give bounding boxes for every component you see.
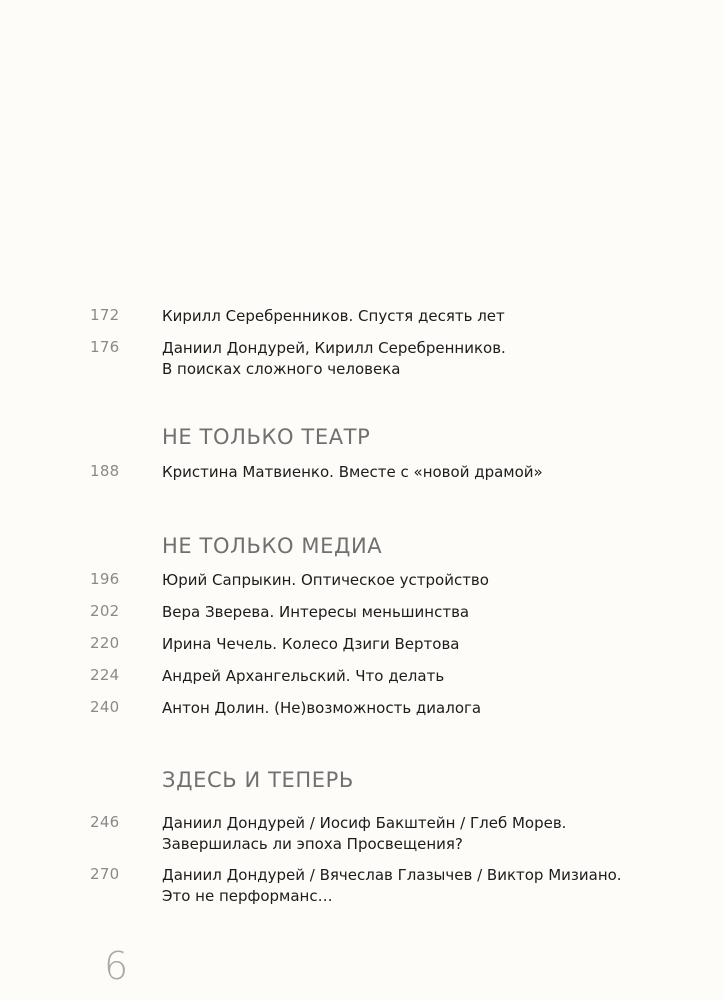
entry-title-line: Вера Зверева. Интересы меньшинства — [162, 603, 470, 621]
entry-title-line: Это не перформанс… — [162, 887, 333, 905]
entry-page-number: 188 — [90, 462, 120, 480]
entry-title-line: Антон Долин. (Не)возможность диалога — [162, 699, 482, 717]
entry-title — [162, 698, 682, 719]
entry-page-number: 220 — [90, 634, 120, 652]
entry-page-number: 270 — [90, 865, 120, 883]
entry-title-line: В поисках сложного человека — [162, 360, 401, 378]
entry-title — [162, 306, 682, 327]
entry-title — [162, 602, 682, 623]
page-number: 6 — [104, 944, 129, 988]
entry-page-number: 224 — [90, 666, 120, 684]
entry-title — [162, 634, 682, 655]
entry-page-number: 202 — [90, 602, 120, 620]
section-heading: ЗДЕСЬ И ТЕПЕРЬ — [162, 768, 354, 792]
entry-page-number: 176 — [90, 338, 120, 356]
entry-title-line: Юрий Сапрыкин. Оптическое устройство — [162, 571, 489, 589]
entry-title — [162, 666, 682, 687]
entry-page-number: 196 — [90, 570, 120, 588]
entry-title-line: Кирилл Серебренников. Спустя десять лет — [162, 307, 505, 325]
entry-title — [162, 813, 682, 855]
entry-title-line: Андрей Архангельский. Что делать — [162, 667, 445, 685]
entry-title-line: Ирина Чечель. Колесо Дзиги Вертова — [162, 635, 460, 653]
section-heading: НЕ ТОЛЬКО МЕДИА — [162, 534, 383, 558]
entry-title-line: Даниил Дондурей, Кирилл Серебренников. — [162, 339, 506, 357]
entry-title — [162, 865, 682, 907]
entry-title-line: Кристина Матвиенко. Вместе с «новой драмой» — [162, 463, 543, 481]
entry-page-number: 240 — [90, 698, 120, 716]
entry-title-line: Завершилась ли эпоха Просвещения? — [162, 835, 463, 853]
entry-page-number: 246 — [90, 813, 120, 831]
entry-title-line: Даниил Дондурей / Вячеслав Глазычев / Виктор Мизиано. — [162, 866, 622, 884]
entry-title — [162, 570, 682, 591]
entry-title — [162, 462, 682, 483]
section-heading: НЕ ТОЛЬКО ТЕАТР — [162, 425, 371, 449]
entry-title — [162, 338, 682, 380]
entry-page-number: 172 — [90, 306, 120, 324]
entry-title-line: Даниил Дондурей / Иосиф Бакштейн / Глеб Морев. — [162, 814, 567, 832]
